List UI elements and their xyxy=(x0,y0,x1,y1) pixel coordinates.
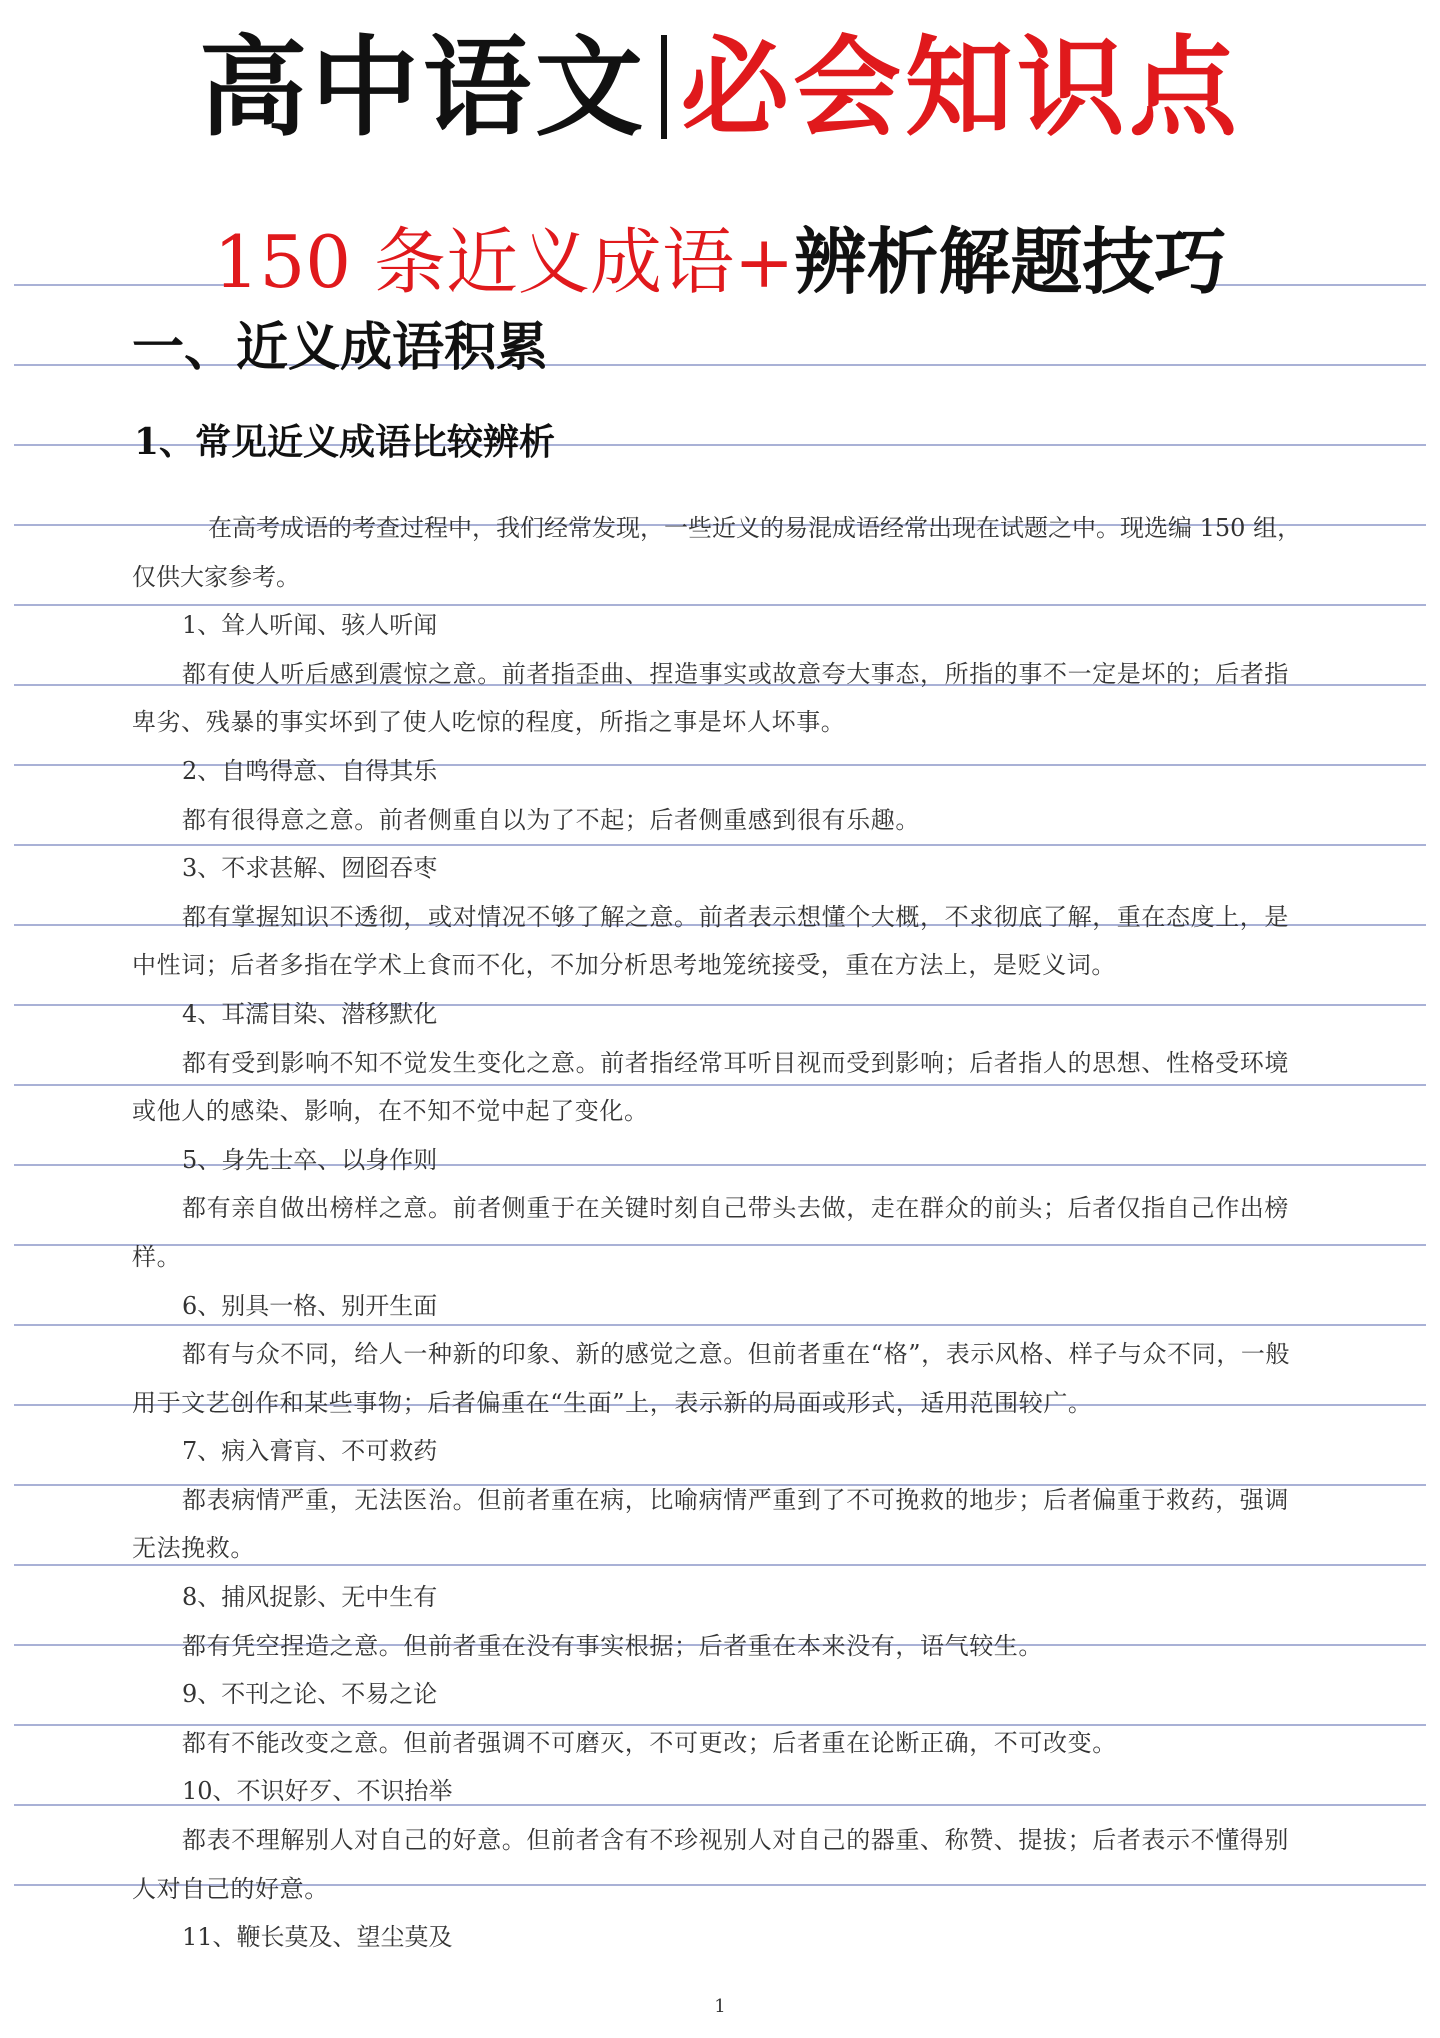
idiom-pair-explanation: 都表病情严重，无法医治。但前者重在病，比喻病情严重到了不可挽救的地步；后者偏重于救药，强调无法挽救。 xyxy=(132,1485,1289,1563)
idiom-pair-explanation: 都有不能改变之意。但前者强调不可磨灭，不可更改；后者重在论断正确，不可改变。 xyxy=(182,1728,1117,1757)
idiom-pair-title: 5、身先士卒、以身作则 xyxy=(182,1145,438,1174)
page-number: 1 xyxy=(714,1996,726,2017)
idiom-pair-explanation: 都有亲自做出榜样之意。前者侧重于在关键时刻自己带头去做，走在群众的前头；后者仅指自己作出榜样。 xyxy=(132,1194,1289,1271)
subtitle-red: 150 条近义成语+ xyxy=(213,220,795,304)
idiom-pair-title: 7、病入膏肓、不可救药 xyxy=(182,1437,438,1466)
idiom-pair-title: 1、耸人听闻、骇人听闻 xyxy=(182,611,438,640)
document-body xyxy=(132,504,1310,1962)
title-right: 必会知识点 xyxy=(681,25,1242,151)
idiom-pair-title: 9、不刊之论、不易之论 xyxy=(182,1680,438,1709)
idiom-pair-title: 6、别具一格、别开生面 xyxy=(182,1291,438,1320)
main-title xyxy=(0,25,1440,151)
idiom-pair-title: 3、不求甚解、囫囵吞枣 xyxy=(182,854,438,883)
idiom-pair-explanation: 都表不理解别人对自己的好意。但前者含有不珍视别人对自己的器重、称赞、提拔；后者表示不懂得别人对自己的好意。 xyxy=(132,1826,1289,1903)
idiom-pair-title: 2、自鸣得意、自得其乐 xyxy=(182,756,438,785)
idiom-pair-title: 4、耳濡目染、潜移默化 xyxy=(182,999,438,1028)
intro-paragraph: 在高考成语的考查过程中，我们经常发现，一些近义的易混成语经常出现在试题之中。现选编 150 组，仅供大家参考。 xyxy=(132,514,1302,591)
idiom-pair-explanation: 都有掌握知识不透彻，或对情况不够了解之意。前者表示想懂个大概，不求彻底了解，重在态度上，是中性词；后者多指在学术上食而不化，不加分析思考地笼统接受，重在方法上，是贬义词。 xyxy=(132,902,1289,980)
title-separator xyxy=(661,35,667,139)
subtitle xyxy=(0,220,1440,304)
section-heading: 一、近义成语积累 xyxy=(132,317,549,378)
section-subheading: 1、常见近义成语比较辨析 xyxy=(134,421,556,463)
idiom-pair-title: 11、鞭长莫及、望尘莫及 xyxy=(182,1923,453,1952)
subtitle-black: 辨析解题技巧 xyxy=(794,219,1227,304)
idiom-pair-explanation: 都有凭空捏造之意。但前者重在没有事实根据；后者重在本来没有，语气较生。 xyxy=(182,1631,1043,1660)
idiom-pair-explanation: 都有使人听后感到震惊之意。前者指歪曲、捏造事实或故意夸大事态，所指的事不一定是坏的；后者指卑劣、残暴的事实坏到了使人吃惊的程度，所指之事是坏人坏事。 xyxy=(132,659,1289,737)
idiom-pair-explanation: 都有与众不同，给人一种新的印象、新的感觉之意。但前者重在“格”，表示风格、样子与众不同，一般用于文艺创作和某些事物；后者偏重在“生面”上，表示新的局面或形式，适用范围较广。 xyxy=(132,1340,1291,1417)
idiom-pair-explanation: 都有很得意之意。前者侧重自以为了不起；后者侧重感到很有乐趣。 xyxy=(182,805,920,834)
title-left: 高中语文 xyxy=(198,25,647,151)
idiom-pair-title: 10、不识好歹、不识抬举 xyxy=(182,1777,453,1806)
idiom-pair-title: 8、捕风捉影、无中生有 xyxy=(182,1583,438,1612)
idiom-pair-explanation: 都有受到影响不知不觉发生变化之意。前者指经常耳听目视而受到影响；后者指人的思想、性格受环境或他人的感染、影响，在不知不觉中起了变化。 xyxy=(132,1048,1289,1126)
